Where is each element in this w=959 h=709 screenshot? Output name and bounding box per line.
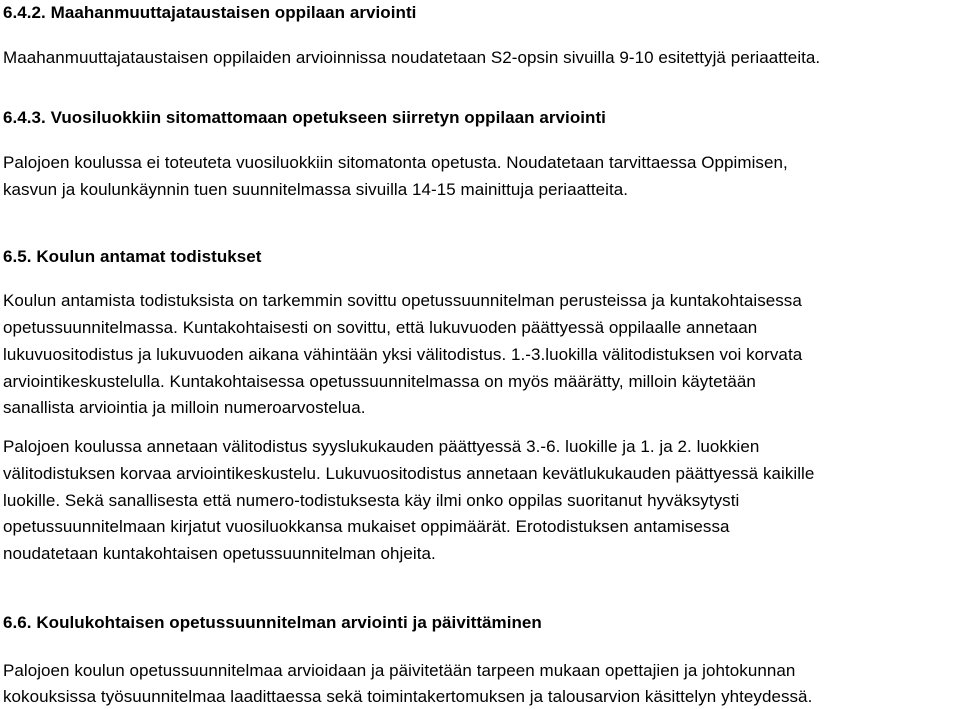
heading-6-4-3: 6.4.3. Vuosiluokkiin sitomattomaan opetukseen siirretyn oppilaan arviointi [3,108,606,127]
paragraph-line: noudatetaan kuntakohtaisen opetussuunnitelman ohjeita. [3,544,436,563]
paragraph-line: välitodistuksen korvaa arviointikeskustelu. Lukuvuositodistus annetaan kevätlukukauden päättyessä kaikille [3,464,815,483]
paragraph-line: sanallista arviointia ja milloin numeroarvostelua. [3,398,366,417]
paragraph-line: lukuvuositodistus ja lukuvuoden aikana vähintään yksi välitodistus. 1.-3.luokilla välitodistuksen voi korvata [3,345,803,364]
paragraph-line: Palojoen koulussa ei toteuteta vuosiluokkiin sitomatonta opetusta. Noudatetaan tarvittaessa Oppimisen, [3,153,788,172]
heading-6-5: 6.5. Koulun antamat todistukset [3,247,262,266]
paragraph-line: arviointikeskustelulla. Kuntakohtaisessa opetussuunnitelmassa on myös määrätty, milloin käytetään [3,372,756,391]
heading-6-6: 6.6. Koulukohtaisen opetussuunnitelman arviointi ja päivittäminen [3,613,542,632]
heading-6-4-2: 6.4.2. Maahanmuuttajataustaisen oppilaan arviointi [3,3,417,22]
paragraph-line: kokouksissa työsuunnitelmaa laadittaessa sekä toimintakertomuksen ja talousarvion käsittelyn yhteydessä. [3,687,813,706]
paragraph-line: Palojoen koulussa annetaan välitodistus syyslukukauden päättyessä 3.-6. luokille ja 1. ja 2. luokkien [3,437,760,456]
paragraph-line: Koulun antamista todistuksista on tarkemmin sovittu opetussuunnitelman perusteissa ja kuntakohtaisessa [3,291,802,310]
paragraph-line: kasvun ja koulunkäynnin tuen suunnitelmassa sivuilla 14-15 mainittuja periaatteita. [3,180,629,199]
paragraph-line: Maahanmuuttajataustaisen oppilaiden arvioinnissa noudatetaan S2-opsin sivuilla 9-10 esitettyjä periaatteita. [3,48,821,67]
paragraph-line: opetussuunnitelmassa. Kuntakohtaisesti on sovittu, että lukuvuoden päättyessä oppilaalle annetaan [3,318,758,337]
paragraph-line: luokille. Sekä sanallisesta että numero-todistuksesta käy ilmi onko oppilas suoritanut hyväksytysti [3,491,740,510]
paragraph-line: Palojoen koulun opetussuunnitelmaa arvioidaan ja päivitetään tarpeen mukaan opettajien ja johtokunnan [3,661,796,680]
paragraph-line: opetussuunnitelmaan kirjatut vuosiluokkansa mukaiset oppimäärät. Erotodistuksen antamisessa [3,517,730,536]
